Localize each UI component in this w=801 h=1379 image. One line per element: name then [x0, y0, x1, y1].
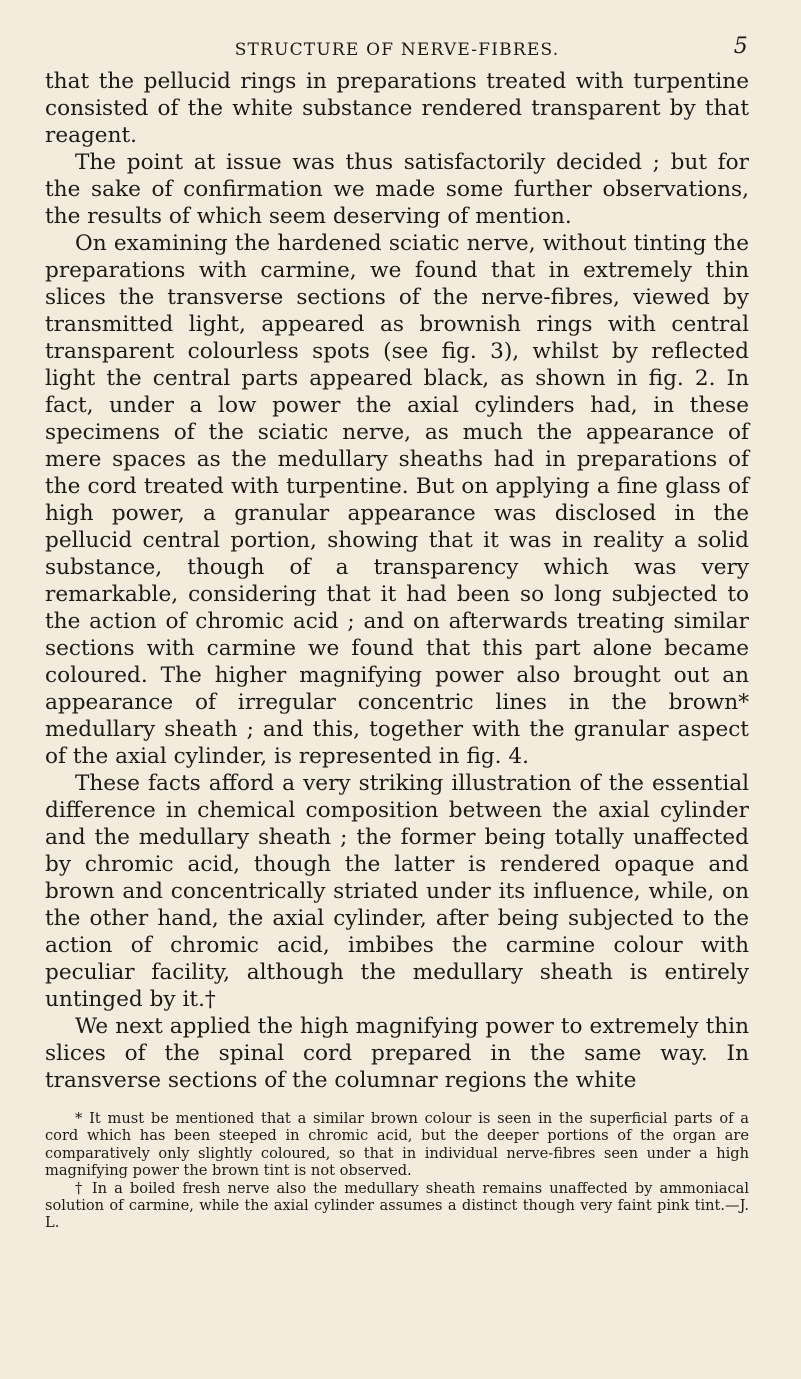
footnotes [45, 1110, 749, 1232]
running-title: STRUCTURE OF NERVE-FIBRES. [234, 40, 560, 60]
body-text [45, 68, 749, 1094]
footnote: * It must be mentioned that a similar brown colour is seen in the superficial parts of a cord which has been steeped in chromic acid, but the deeper portions of the organ are comparatively only slightly coloured, so that in individual nerve-fibres seen under a high magnifying power the brown tint is not observed. [45, 1110, 749, 1180]
paragraph: that the pellucid rings in preparations treated with turpentine consisted of the white substance rendered transparent by that reagent. [45, 69, 749, 148]
paragraph: The point at issue was thus satisfactorily decided ; but for the sake of confirmation we made some further observations, the results of which seem deserving of mention. [45, 150, 749, 229]
paragraph: We next applied the high magnifying power to extremely thin slices of the spinal cord prepared in the same way. In transverse sections of the columnar regions the white [45, 1014, 749, 1093]
running-head [45, 34, 749, 66]
paragraph: These facts afford a very striking illustration of the essential difference in chemical composition between the axial cylinder and the medullary sheath ; the former being totally unaffected by chromic acid, though the latter is rendered opaque and brown and concentrically striated under its influence, while, on the other hand, the axial cylinder, after being subjected to the action of chromic acid, imbibes the carmine colour with peculiar facility, although the medullary sheath is entirely untinged by it.† [45, 771, 749, 1012]
paragraph: On examining the hardened sciatic nerve, without tinting the preparations with carmine, we found that in extremely thin slices the transverse sections of the nerve-fibres, viewed by transmitted light, appeared as brownish rings with central transparent colourless spots (see fig. 3), whilst by reflected light the central parts appeared black, as shown in fig. 2. In fact, under a low power the axial cylinders had, in these specimens of the sciatic nerve, as much the appearance of mere spaces as the medullary sheaths had in preparations of the cord treated with turpentine. But on applying a fine glass of high power, a granular appearance was disclosed in the pellucid central portion, showing that it was in reality a solid substance, though of a transparency which was very remarkable, considering that it had been so long subjected to the action of chromic acid ; and on afterwards treating similar sections with carmine we found that this part alone became coloured. The higher magnifying power also brought out an appearance of irregular concentric lines in the brown* medullary sheath ; and this, together with the granular aspect of the axial cylinder, is represented in fig. 4. [45, 231, 749, 769]
page-number: 5 [733, 34, 749, 59]
footnote: † In a boiled fresh nerve also the medullary sheath remains unaffected by ammoniacal solution of carmine, while the axial cylinder assumes a distinct though very faint pink tint.—J. L. [45, 1179, 749, 1232]
